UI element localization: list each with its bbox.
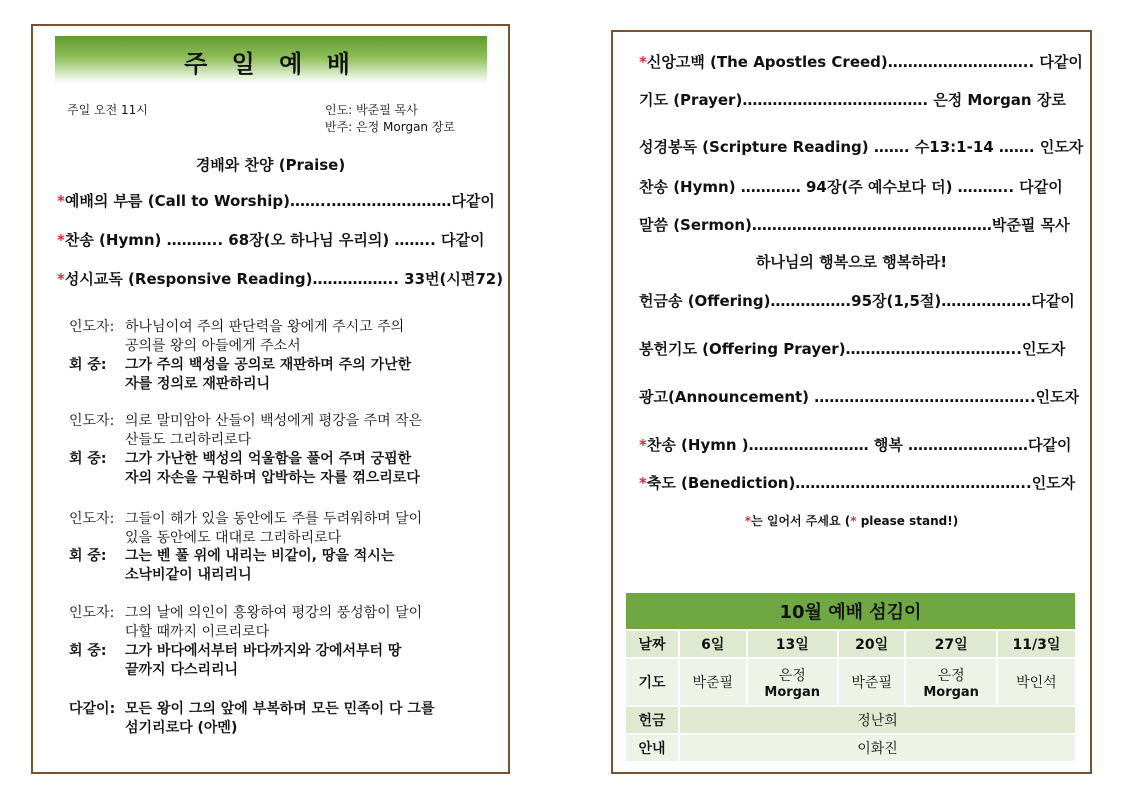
responsive-all: 다같이: 모든 왕이 그의 앞에 부복하며 모든 민족이 다 그를 섬기리로다 (아멘) <box>69 701 435 736</box>
order-item: *찬송 (Hymn) ……….. 68장(오 하나님 우리의) …….. 다같이 <box>57 231 485 249</box>
offering-label: 헌금 <box>625 706 679 734</box>
order-item: 헌금송 (Offering)…………….95장(1,5절)………………다같이 <box>639 292 1075 310</box>
order-item: *성시교독 (Responsive Reading)…………….. 33번(시편72) <box>57 270 504 288</box>
prayer-cell: 박준필 <box>679 658 747 706</box>
page-title: 주 일 예 배 <box>184 50 358 78</box>
responsive-congregation: 회 중: 그가 주의 백성을 공의로 재판하며 주의 가난한 자를 정의로 재판하리니 <box>69 357 412 392</box>
prayer-cell: 은정 Morgan <box>747 658 838 706</box>
prayer-cell: 박준필 <box>838 658 906 706</box>
responsive-congregation: 회 중: 그가 가난한 백성의 억울함을 풀어 주며 궁핍한 자의 자손을 구원하며 압박하는 자를 꺾으리로다 <box>69 451 420 486</box>
offering-cell: 정난희 <box>679 706 1076 734</box>
left-page <box>31 24 510 774</box>
responsive-congregation: 회 중: 그는 벤 풀 위에 내리는 비같이, 땅을 적시는 소낙비같이 내리리니 <box>69 548 395 583</box>
date-cell: 11/3일 <box>997 630 1076 658</box>
sermon-title: 하나님의 행복으로 행복하라! <box>755 253 948 271</box>
order-item: 기도 (Prayer)………………………………. 은정 Morgan 장로 <box>639 91 1066 109</box>
schedule-title: 10월 예배 섬김이 <box>625 592 1076 630</box>
date-cell: 27일 <box>905 630 996 658</box>
responsive-congregation: 회 중: 그가 바다에서부터 바다까지와 강에서부터 땅 끝까지 다스리리니 <box>69 643 402 678</box>
responsive-leader: 인도자: 하나님이여 주의 판단력을 왕에게 주시고 주의 공의를 왕의 아들에게 주소서 <box>69 319 405 354</box>
order-item: 말씀 (Sermon)…………………………………………박준필 목사 <box>639 216 1070 234</box>
order-item: *신앙고백 (The Apostles Creed)……………………….. 다같이 <box>639 53 1083 71</box>
leader-info: 인도: 박준필 목사 <box>325 103 418 117</box>
order-item: 찬송 (Hymn) ………… 94장(주 예수보다 더) ……….. 다같이 <box>639 178 1063 196</box>
responsive-leader: 인도자: 의로 말미암아 산들이 백성에게 평강을 주며 작은 산들도 그리하리로다 <box>69 413 423 448</box>
stand-note: *는 일어서 주세요 (* please stand!) <box>744 514 959 528</box>
order-item: 광고(Announcement) ……………………………………..인도자 <box>639 388 1080 406</box>
prayer-label: 기도 <box>625 658 679 706</box>
order-item: *예배의 부름 (Call to Worship)……..……………………다같이 <box>57 192 495 210</box>
prayer-cell: 박인석 <box>997 658 1076 706</box>
order-item: 봉헌기도 (Offering Prayer)……………………………..인도자 <box>639 340 1066 358</box>
section-heading: 경배와 찬양 (Praise) <box>195 156 346 174</box>
usher-label: 안내 <box>625 734 679 762</box>
accompanist-info: 반주: 은정 Morgan 장로 <box>325 120 456 134</box>
order-item: *축도 (Benediction)………………………………………..인도자 <box>639 474 1076 492</box>
prayer-cell: 은정 Morgan <box>905 658 996 706</box>
title-banner <box>55 36 487 84</box>
schedule-table <box>624 591 1077 763</box>
date-cell: 20일 <box>838 630 906 658</box>
responsive-leader: 인도자: 그들이 해가 있을 동안에도 주를 두려워하며 달이 있을 동안에도 대대로 그리하리로다 <box>69 511 423 546</box>
date-cell: 13일 <box>747 630 838 658</box>
right-page <box>611 30 1092 774</box>
order-item: *찬송 (Hymn )…………………… 행복 ……………………다같이 <box>639 436 1072 454</box>
usher-cell: 이화진 <box>679 734 1076 762</box>
order-item: 성경봉독 (Scripture Reading) ……. 수13:1-14 ……. 인도자 <box>639 138 1084 156</box>
responsive-leader: 인도자: 그의 날에 의인이 흥왕하여 평강의 풍성함이 달이 다할 때까지 이르리로다 <box>69 605 423 640</box>
service-time: 주일 오전 11시 <box>67 103 148 117</box>
date-label: 날짜 <box>625 630 679 658</box>
date-cell: 6일 <box>679 630 747 658</box>
